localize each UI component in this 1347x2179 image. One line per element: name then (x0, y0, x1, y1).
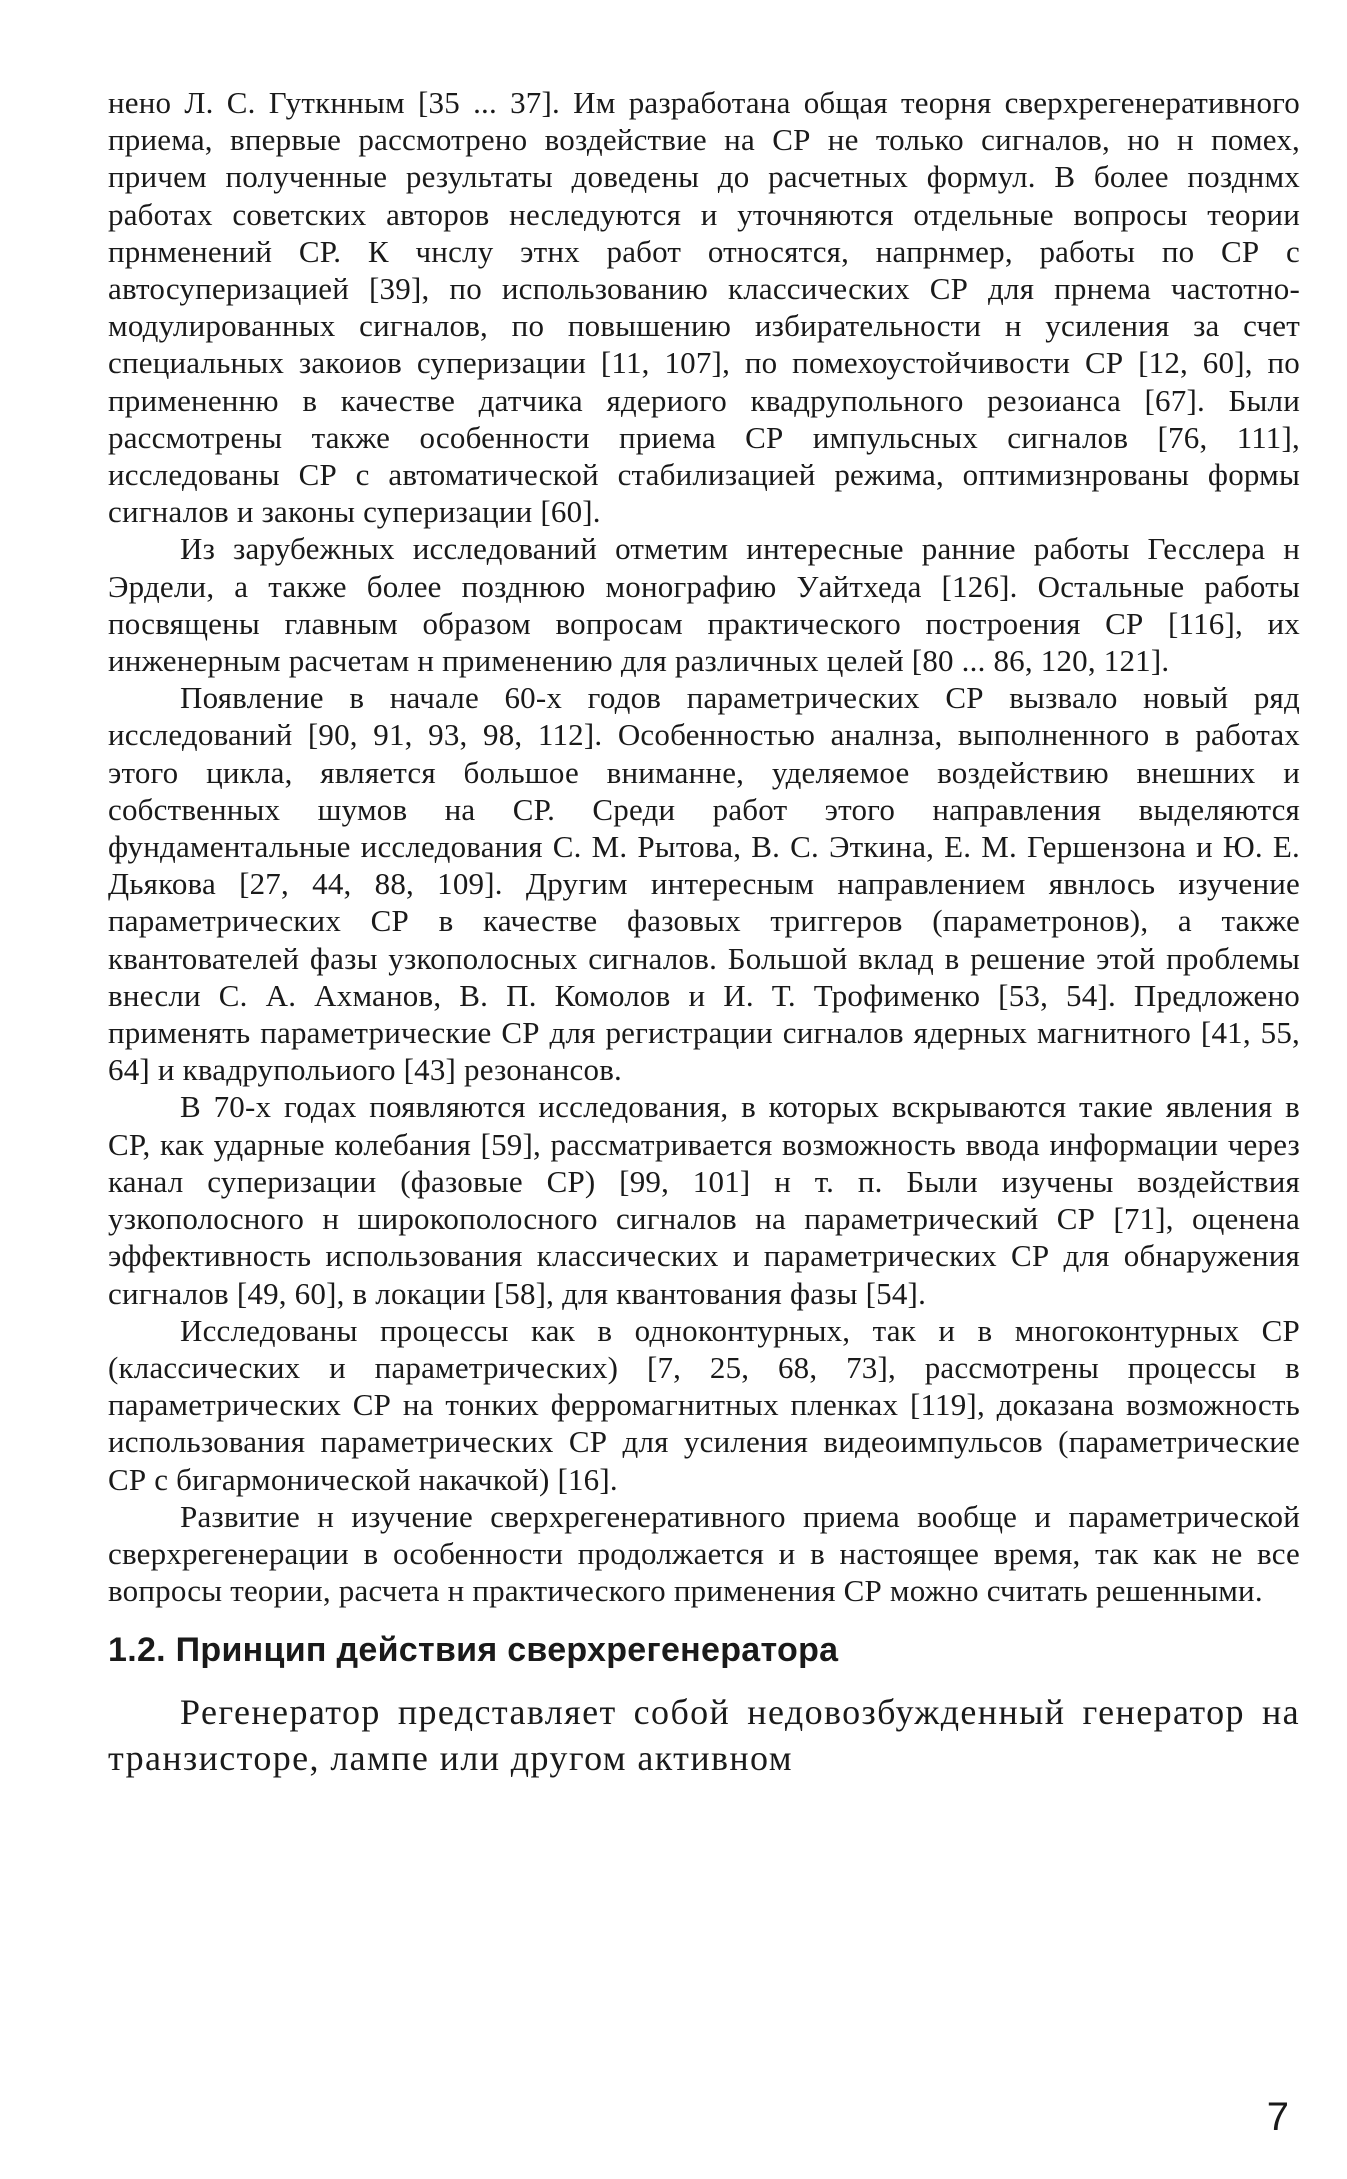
section-heading: 1.2. Принцип действия сверхрегенератора (108, 1631, 839, 1670)
paragraph-6: Развитие н изучение сверхрегенеративного приема вообще и параметрической сверхрегенерации в особенности продолжается и в настоящее время, так как не все вопросы теории, расчета н практического применения СР можно считать решенными. (108, 1498, 1300, 1609)
page-content (108, 84, 1300, 1781)
paragraph-4: В 70-х годах появляются исследования, в которых вскрываются такие явления в СР, как ударные колебания [59], рассматривается возможность ввода информации через канал суперизации (фазовые СР) [99, 101] н т. п. Были изучены воздействия узкополосного н широкополосного сигналов на параметрический СР [71], оценена эффективность использования классических и параметрических СР для обнаружения сигналов [49, 60], в локации [58], для квантования фазы [54]. (108, 1089, 1300, 1311)
page-number: 7 (1266, 2095, 1289, 2139)
paragraph-2: Из зарубежных исследований отметим интересные ранние работы Гесслера н Эрдели, а также более позднюю монографию Уайтхеда [126]. Остальные работы посвящены главным образом вопросам практического построения СР [116], их инженерным расчетам н применению для различных целей [80 ... 86, 120, 121]. (108, 531, 1300, 679)
section-body-paragraph: Регенератор представляет собой недовозбужденный генератор на транзисторе, лампе или другом активном (108, 1692, 1300, 1779)
paragraph-1: нено Л. С. Гуткнным [35 ... 37]. Им разработана общая теорня сверхрегенеративного приема, впервые рассмотрено воздействие на СР не только сигналов, но н помех, причем полученные результаты доведены до расчетных формул. В более позднмх работах советских авторов неследуются и уточняются отдельные вопросы теории прнменений СР. К чнслу этнх работ относятся, напрнмер, работы по СР с автосуперизацией [39], по использованию классических СР для прнема частотно-модулированных сигналов, по повышению избирательности н усиления за счет специальных закоиов суперизации [11, 107], по помехоустойчивости СР [12, 60], по примененню в качестве датчика ядериого квадрупольного резоианса [67]. Были рассмотрены также особенности приема СР импульсных сигналов [76, 111], исследованы СР с автоматической стабилизацией режима, оптимизнрованы формы сигналов и законы суперизации [60]. (108, 85, 1300, 530)
paragraph-5: Исследованы процессы как в одноконтурных, так и в многоконтурных СР (классических и параметрических) [7, 25, 68, 73], рассмотрены процессы в параметрических СР на тонких ферромагнитных пленках [119], доказана возможность использования параметрических СР для усиления видеоимпульсов (параметрические СР с бигармонической накачкой) [16]. (108, 1312, 1300, 1497)
paragraph-3: Появление в начале 60-х годов параметрических СР вызвало новый ряд исследований [90, 91, 93, 98, 112]. Особенностью аналнза, выполненного в работах этого цикла, является большое вниманне, уделяемое воздействию внешних и собственных шумов на СР. Среди работ этого направления выделяются фундаментальные исследования С. М. Рытова, В. С. Эткина, Е. М. Гершензона и Ю. Е. Дьякова [27, 44, 88, 109]. Другим интересным направлением явнлось изучение параметрических СР в качестве фазовых триггеров (параметронов), а также квантователей фазы узкополосных сигналов. Большой вклад в решение этой проблемы внесли С. А. Ахманов, В. П. Комолов и И. Т. Трофименко [53, 54]. Предложено применять параметрические СР для регистрации сигналов ядерных магнитного [41, 55, 64] и квадрупольиого [43] резонансов. (108, 680, 1300, 1088)
